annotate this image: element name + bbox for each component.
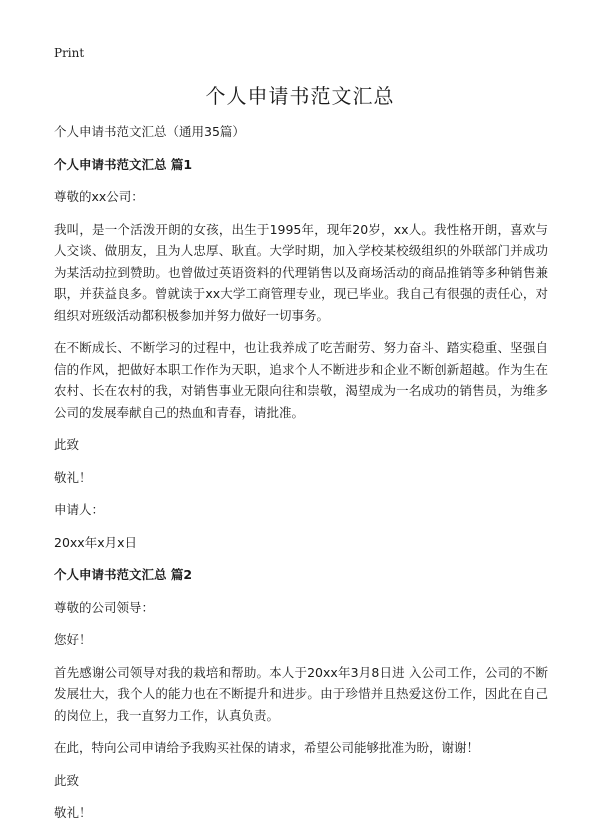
document-body [54,121,548,835]
section-2-greeting: 您好！ [54,632,92,647]
section-2-paragraph-2: 在此，特向公司申请给予我购买社保的请求，希望公司能够批准为盼，谢谢！ [54,740,480,755]
section-1-closing-1: 此致 [54,437,80,452]
section-2-salutation: 尊敬的公司领导： [54,599,155,615]
intro-text: 个人申请书范文汇总（通用35篇） [54,124,245,139]
section-1-paragraph-2: 在不断成长、不断学习的过程中，也让我养成了吃苦耐劳、努力奋斗、踏实稳重、坚强自信的作风，把做好本职工作作为天职，追求个人不断进步和企业不断创新超越。作为生在农村、长在农村的我，对销售事业无限向往和崇敬，渴望成为一名成功的销售员，为维多公司的发展奉献自己的热血和青春，请批准。 [54,340,548,420]
section-1-closing-2: 敬礼！ [54,469,92,485]
section-1-paragraph-1: 我叫，是一个活泼开朗的女孩，出生于1995年，现年20岁，xx人。我性格开朗，喜欢与人交谈、做朋友，且为人忠厚、耿直。大学时期，加入学校某校级组织的外联部门并成功为某活动拉到赞助。也曾做过英语资料的代理销售以及商场活动的商品推销等多种销售兼职，并获益良多。曾就读于xx大学工商管理专业，现已毕业。我自己有很强的责任心，对组织对班级活动都积极参加并努力做好一切事务。 [54,221,548,323]
document-title: 个人申请书范文汇总 [205,84,395,108]
section-2-heading: 个人申请书范文汇总 篇2 [54,567,193,582]
section-2-closing-1: 此致 [54,772,80,788]
print-label[interactable]: Print [54,46,85,60]
section-1-applicant: 申请人： [54,502,105,517]
section-1-salutation: 尊敬的xx公司： [54,189,144,204]
section-2-paragraph-1: 首先感谢公司领导对我的栽培和帮助。本人于20xx年3月8日进 入公司工作，公司的不断发展壮大，我个人的能力也在不断提升和进步。由于珍惜并且热爱这份工作，因此在自己的岗位上，我一直努力工作，认真负责。 [54,664,548,723]
section-1-heading: 个人申请书范文汇总 篇1 [54,156,193,172]
section-2-closing-2: 敬礼！ [54,805,92,820]
section-1-date: 20xx年x月x日 [54,534,137,550]
